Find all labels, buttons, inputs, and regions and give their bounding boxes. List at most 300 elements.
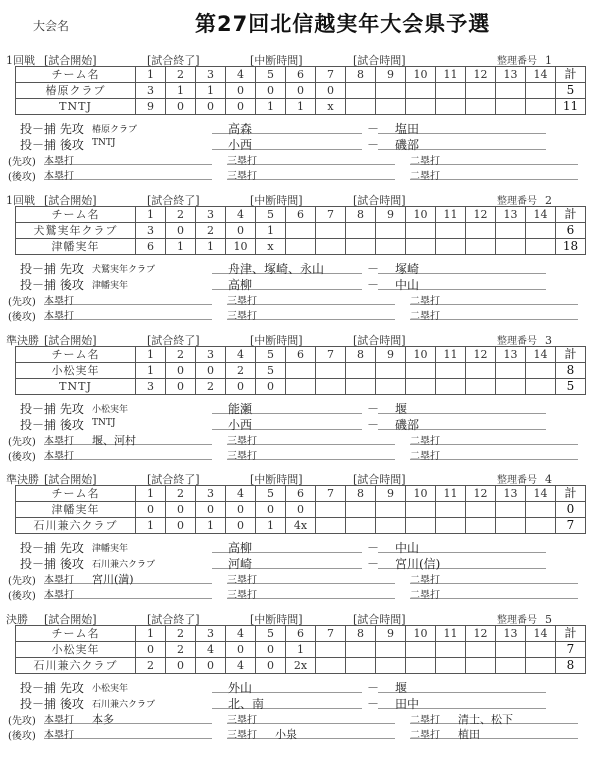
inning-score: 0 bbox=[226, 642, 256, 658]
start-label: [試合開始] bbox=[44, 473, 97, 486]
team-column-header: チーム名 bbox=[16, 207, 136, 223]
hit-type-label: 三塁打 bbox=[227, 575, 257, 586]
hit-type-label: 本塁打 bbox=[44, 311, 74, 322]
inning-score bbox=[406, 658, 436, 674]
inning-score: 1 bbox=[196, 518, 226, 534]
inning-score bbox=[406, 379, 436, 395]
hits-row-top bbox=[0, 292, 600, 306]
battery-row-top bbox=[0, 400, 600, 415]
side-label: (先攻) bbox=[8, 437, 36, 448]
sequence-value: 5 bbox=[545, 613, 552, 626]
inning-score: 0 bbox=[226, 518, 256, 534]
inning-score bbox=[316, 239, 346, 255]
inning-score: 1 bbox=[166, 239, 196, 255]
hits-row-bottom bbox=[0, 586, 600, 600]
inning-score: 0 bbox=[166, 658, 196, 674]
pitcher-field: 小西 bbox=[212, 416, 362, 430]
hit-type-label: 二塁打 bbox=[410, 156, 440, 167]
inning-score: 4 bbox=[196, 642, 226, 658]
home-run-field bbox=[44, 307, 212, 320]
inning-score: 6 bbox=[136, 239, 166, 255]
end-label: [試合終了] bbox=[147, 613, 200, 626]
round-label: 決勝 bbox=[6, 613, 28, 626]
end-label: [試合終了] bbox=[147, 54, 200, 67]
team-column-header: チーム名 bbox=[16, 347, 136, 363]
hit-type-label: 三塁打 bbox=[227, 590, 257, 601]
pitcher-field: 北、南 bbox=[212, 695, 362, 709]
inning-score bbox=[526, 99, 556, 115]
battery-team: 犬鷲実年クラブ bbox=[92, 265, 156, 275]
home-run-field bbox=[44, 571, 212, 584]
scoreboard-header-row bbox=[16, 486, 586, 502]
inning-score bbox=[316, 658, 346, 674]
hit-type-label: 三塁打 bbox=[227, 156, 257, 167]
inning-score: 9 bbox=[136, 99, 166, 115]
battery-label: 投－捕 後攻 bbox=[20, 697, 84, 711]
team-name: 石川兼六クラブ bbox=[16, 658, 136, 674]
pitcher-field: 能瀬 bbox=[212, 400, 362, 414]
inning-score bbox=[346, 518, 376, 534]
inning-header: 2 bbox=[166, 486, 196, 502]
inning-header: 11 bbox=[436, 67, 466, 83]
inning-score bbox=[316, 642, 346, 658]
hit-type-label: 二塁打 bbox=[410, 590, 440, 601]
inning-score bbox=[406, 363, 436, 379]
triple-field bbox=[227, 152, 395, 165]
team-column-header: チーム名 bbox=[16, 67, 136, 83]
double-field bbox=[410, 571, 578, 584]
side-label: (先攻) bbox=[8, 297, 36, 308]
inning-header: 14 bbox=[526, 67, 556, 83]
dash: － bbox=[367, 262, 380, 276]
total-score: 8 bbox=[556, 658, 586, 674]
hit-type-label: 本塁打 bbox=[44, 436, 74, 447]
inning-header: 7 bbox=[316, 626, 346, 642]
battery-row-top bbox=[0, 679, 600, 694]
inning-score bbox=[406, 642, 436, 658]
inning-score bbox=[316, 518, 346, 534]
hit-type-label: 本塁打 bbox=[44, 296, 74, 307]
home-run-field bbox=[44, 432, 212, 445]
inning-header: 12 bbox=[466, 67, 496, 83]
inning-score bbox=[376, 658, 406, 674]
battery-team: 石川兼六クラブ bbox=[92, 560, 156, 570]
inning-score bbox=[436, 502, 466, 518]
inning-score: 0 bbox=[226, 83, 256, 99]
inning-header: 11 bbox=[436, 626, 466, 642]
triple-field bbox=[227, 432, 395, 445]
inning-score bbox=[376, 223, 406, 239]
inning-score: 0 bbox=[166, 518, 196, 534]
inning-score bbox=[436, 99, 466, 115]
inning-header: 12 bbox=[466, 347, 496, 363]
team-name: TNTJ bbox=[16, 379, 136, 395]
battery-row-top bbox=[0, 539, 600, 554]
battery-team: 津幡実年 bbox=[92, 544, 129, 554]
inning-score: 0 bbox=[166, 363, 196, 379]
inning-header: 1 bbox=[136, 67, 166, 83]
inning-score: 1 bbox=[256, 223, 286, 239]
dash: － bbox=[367, 122, 380, 136]
hitter-names: 植田 bbox=[458, 728, 480, 741]
inning-score: 0 bbox=[166, 223, 196, 239]
inning-score: 0 bbox=[136, 642, 166, 658]
suspension-label: [中断時間] bbox=[250, 334, 303, 347]
inning-header: 3 bbox=[196, 626, 226, 642]
inning-header: 5 bbox=[256, 626, 286, 642]
inning-header: 12 bbox=[466, 207, 496, 223]
inning-score bbox=[496, 379, 526, 395]
inning-score: 4 bbox=[226, 658, 256, 674]
inning-header: 9 bbox=[376, 347, 406, 363]
inning-score bbox=[346, 658, 376, 674]
team-name: 椿原クラブ bbox=[16, 83, 136, 99]
hits-row-top bbox=[0, 432, 600, 446]
catcher-field: 宮川(信) bbox=[378, 555, 546, 569]
inning-header: 7 bbox=[316, 486, 346, 502]
inning-header: 4 bbox=[226, 486, 256, 502]
sequence-value: 2 bbox=[545, 194, 552, 207]
hitter-names: 本多 bbox=[92, 713, 114, 726]
home-run-field bbox=[44, 292, 212, 305]
hit-type-label: 三塁打 bbox=[227, 311, 257, 322]
pitcher-field: 小西 bbox=[212, 136, 362, 150]
suspension-label: [中断時間] bbox=[250, 194, 303, 207]
inning-header: 4 bbox=[226, 207, 256, 223]
hit-type-label: 二塁打 bbox=[410, 575, 440, 586]
inning-header: 8 bbox=[346, 486, 376, 502]
suspension-label: [中断時間] bbox=[250, 54, 303, 67]
hit-type-label: 二塁打 bbox=[410, 171, 440, 182]
sequence-label: 整理番号 bbox=[497, 475, 537, 486]
home-run-field bbox=[44, 711, 212, 724]
inning-score bbox=[376, 363, 406, 379]
inning-header: 9 bbox=[376, 626, 406, 642]
inning-score bbox=[316, 379, 346, 395]
triple-field bbox=[227, 292, 395, 305]
catcher-field: 堰 bbox=[378, 400, 546, 414]
catcher-field: 塩田 bbox=[378, 120, 546, 134]
team-name: 犬鷲実年クラブ bbox=[16, 223, 136, 239]
inning-header: 2 bbox=[166, 67, 196, 83]
inning-header: 14 bbox=[526, 626, 556, 642]
inning-score: 1 bbox=[196, 239, 226, 255]
inning-score: 0 bbox=[256, 502, 286, 518]
inning-score: 1 bbox=[136, 363, 166, 379]
inning-score bbox=[496, 642, 526, 658]
inning-header: 9 bbox=[376, 207, 406, 223]
side-label: (後攻) bbox=[8, 312, 36, 323]
total-header: 計 bbox=[556, 347, 586, 363]
inning-score: 2 bbox=[166, 642, 196, 658]
double-field bbox=[410, 292, 578, 305]
hitter-names: 清士、松下 bbox=[458, 713, 513, 726]
inning-score bbox=[526, 502, 556, 518]
team-name: 津幡実年 bbox=[16, 239, 136, 255]
battery-label: 投－捕 先攻 bbox=[20, 402, 84, 416]
home-run-field bbox=[44, 726, 212, 739]
team-name: 小松実年 bbox=[16, 363, 136, 379]
inning-score: 1 bbox=[256, 518, 286, 534]
hits-row-bottom bbox=[0, 726, 600, 740]
inning-score bbox=[526, 223, 556, 239]
inning-score bbox=[496, 239, 526, 255]
sequence-label: 整理番号 bbox=[497, 196, 537, 207]
scoreboard-row-top bbox=[16, 363, 586, 379]
sequence-number bbox=[497, 52, 552, 66]
inning-score bbox=[376, 502, 406, 518]
inning-score bbox=[466, 99, 496, 115]
total-score: 6 bbox=[556, 223, 586, 239]
inning-score bbox=[406, 518, 436, 534]
inning-header: 6 bbox=[286, 486, 316, 502]
battery-row-top bbox=[0, 260, 600, 275]
scoreboard-row-bottom bbox=[16, 658, 586, 674]
scoreboard-table bbox=[15, 625, 586, 674]
duration-label: [試合時間] bbox=[353, 613, 406, 626]
inning-score bbox=[526, 363, 556, 379]
scoreboard-table bbox=[15, 66, 586, 115]
inning-score bbox=[526, 83, 556, 99]
duration-label: [試合時間] bbox=[353, 194, 406, 207]
home-run-field bbox=[44, 167, 212, 180]
inning-score bbox=[466, 379, 496, 395]
hits-row-bottom bbox=[0, 167, 600, 181]
hit-type-label: 二塁打 bbox=[410, 730, 440, 741]
triple-field bbox=[227, 711, 395, 724]
hit-type-label: 三塁打 bbox=[227, 730, 257, 741]
hit-type-label: 二塁打 bbox=[410, 715, 440, 726]
hit-type-label: 本塁打 bbox=[44, 171, 74, 182]
inning-score bbox=[526, 658, 556, 674]
inning-score: 3 bbox=[136, 223, 166, 239]
hits-row-top bbox=[0, 571, 600, 585]
duration-label: [試合時間] bbox=[353, 54, 406, 67]
sequence-label: 整理番号 bbox=[497, 336, 537, 347]
inning-score bbox=[286, 363, 316, 379]
inning-header: 5 bbox=[256, 67, 286, 83]
team-name: 津幡実年 bbox=[16, 502, 136, 518]
inning-score bbox=[526, 642, 556, 658]
start-label: [試合開始] bbox=[44, 613, 97, 626]
inning-score bbox=[466, 502, 496, 518]
catcher-field: 磯部 bbox=[378, 416, 546, 430]
inning-score: 0 bbox=[226, 99, 256, 115]
inning-score: 0 bbox=[286, 502, 316, 518]
inning-header: 10 bbox=[406, 67, 436, 83]
inning-header: 11 bbox=[436, 207, 466, 223]
inning-score bbox=[376, 83, 406, 99]
inning-header: 6 bbox=[286, 347, 316, 363]
game-block bbox=[0, 192, 600, 327]
inning-score: 0 bbox=[196, 363, 226, 379]
inning-score: 0 bbox=[166, 99, 196, 115]
inning-score: 0 bbox=[166, 502, 196, 518]
inning-header: 6 bbox=[286, 626, 316, 642]
inning-header: 2 bbox=[166, 626, 196, 642]
scoreboard-row-top bbox=[16, 642, 586, 658]
battery-team: 石川兼六クラブ bbox=[92, 700, 156, 710]
side-label: (後攻) bbox=[8, 731, 36, 742]
inning-score: x bbox=[316, 99, 346, 115]
inning-score bbox=[436, 223, 466, 239]
inning-score: 0 bbox=[136, 502, 166, 518]
side-label: (後攻) bbox=[8, 172, 36, 183]
total-score: 7 bbox=[556, 518, 586, 534]
inning-score: x bbox=[256, 239, 286, 255]
hit-type-label: 三塁打 bbox=[227, 451, 257, 462]
team-name: TNTJ bbox=[16, 99, 136, 115]
dash: － bbox=[367, 278, 380, 292]
inning-score bbox=[346, 363, 376, 379]
hit-type-label: 本塁打 bbox=[44, 156, 74, 167]
total-score: 11 bbox=[556, 99, 586, 115]
inning-score bbox=[496, 223, 526, 239]
dash: － bbox=[367, 402, 380, 416]
hit-type-label: 三塁打 bbox=[227, 436, 257, 447]
inning-score: 0 bbox=[256, 379, 286, 395]
battery-row-bottom bbox=[0, 555, 600, 570]
double-field bbox=[410, 711, 578, 724]
end-label: [試合終了] bbox=[147, 473, 200, 486]
inning-score bbox=[436, 379, 466, 395]
hits-row-top bbox=[0, 152, 600, 166]
inning-score: 1 bbox=[196, 83, 226, 99]
hit-type-label: 二塁打 bbox=[410, 296, 440, 307]
catcher-field: 塚崎 bbox=[378, 260, 546, 274]
inning-score bbox=[526, 518, 556, 534]
total-header: 計 bbox=[556, 626, 586, 642]
page-title: 第27回北信越実年大会県予選 bbox=[195, 12, 491, 36]
dash: － bbox=[367, 418, 380, 432]
inning-score bbox=[436, 642, 466, 658]
inning-score bbox=[376, 518, 406, 534]
hit-type-label: 本塁打 bbox=[44, 730, 74, 741]
battery-team: 椿原クラブ bbox=[92, 125, 138, 135]
battery-team: TNTJ bbox=[92, 418, 116, 428]
inning-score bbox=[376, 239, 406, 255]
home-run-field bbox=[44, 447, 212, 460]
inning-score bbox=[316, 502, 346, 518]
sequence-number bbox=[497, 611, 552, 625]
game-block bbox=[0, 611, 600, 746]
inning-header: 13 bbox=[496, 486, 526, 502]
inning-score bbox=[496, 363, 526, 379]
inning-score bbox=[316, 363, 346, 379]
scoreboard-row-bottom bbox=[16, 379, 586, 395]
triple-field bbox=[227, 167, 395, 180]
inning-score: 0 bbox=[316, 83, 346, 99]
inning-score: 0 bbox=[226, 502, 256, 518]
inning-score bbox=[406, 223, 436, 239]
inning-score: 1 bbox=[166, 83, 196, 99]
pitcher-field: 高柳 bbox=[212, 539, 362, 553]
inning-score bbox=[526, 239, 556, 255]
inning-score bbox=[436, 658, 466, 674]
catcher-field: 磯部 bbox=[378, 136, 546, 150]
inning-header: 14 bbox=[526, 207, 556, 223]
inning-header: 4 bbox=[226, 67, 256, 83]
inning-score bbox=[466, 83, 496, 99]
inning-score bbox=[376, 642, 406, 658]
hit-type-label: 本塁打 bbox=[44, 715, 74, 726]
inning-header: 2 bbox=[166, 347, 196, 363]
inning-score bbox=[406, 502, 436, 518]
scoreboard-row-top bbox=[16, 502, 586, 518]
inning-header: 5 bbox=[256, 347, 286, 363]
battery-row-bottom bbox=[0, 416, 600, 431]
scoreboard-header-row bbox=[16, 626, 586, 642]
inning-score bbox=[286, 223, 316, 239]
inning-score: 0 bbox=[226, 379, 256, 395]
scoreboard-header-row bbox=[16, 347, 586, 363]
dash: － bbox=[367, 541, 380, 555]
inning-header: 4 bbox=[226, 347, 256, 363]
triple-field bbox=[227, 726, 395, 739]
inning-header: 3 bbox=[196, 67, 226, 83]
battery-label: 投－捕 後攻 bbox=[20, 138, 84, 152]
pitcher-field: 河崎 bbox=[212, 555, 362, 569]
total-score: 5 bbox=[556, 379, 586, 395]
pitcher-field: 外山 bbox=[212, 679, 362, 693]
battery-label: 投－捕 先攻 bbox=[20, 541, 84, 555]
sequence-label: 整理番号 bbox=[497, 56, 537, 67]
scoreboard-header-row bbox=[16, 207, 586, 223]
side-label: (先攻) bbox=[8, 576, 36, 587]
scoreboard-table bbox=[15, 206, 586, 255]
inning-score bbox=[466, 642, 496, 658]
suspension-label: [中断時間] bbox=[250, 473, 303, 486]
inning-score: 1 bbox=[286, 99, 316, 115]
battery-label: 投－捕 先攻 bbox=[20, 681, 84, 695]
inning-score: 0 bbox=[196, 502, 226, 518]
double-field bbox=[410, 432, 578, 445]
end-label: [試合終了] bbox=[147, 194, 200, 207]
pitcher-field: 舟津、塚崎、永山 bbox=[212, 260, 362, 274]
end-label: [試合終了] bbox=[147, 334, 200, 347]
hitter-names: 宮川(満) bbox=[92, 573, 134, 586]
home-run-field bbox=[44, 586, 212, 599]
side-label: (先攻) bbox=[8, 716, 36, 727]
inning-score bbox=[346, 223, 376, 239]
inning-header: 7 bbox=[316, 67, 346, 83]
inning-score bbox=[526, 379, 556, 395]
inning-score bbox=[346, 83, 376, 99]
inning-score bbox=[436, 83, 466, 99]
inning-header: 1 bbox=[136, 486, 166, 502]
inning-header: 2 bbox=[166, 207, 196, 223]
inning-score bbox=[466, 363, 496, 379]
total-header: 計 bbox=[556, 486, 586, 502]
double-field bbox=[410, 447, 578, 460]
inning-score: 0 bbox=[226, 223, 256, 239]
inning-score: 2 bbox=[226, 363, 256, 379]
start-label: [試合開始] bbox=[44, 194, 97, 207]
inning-score bbox=[346, 239, 376, 255]
hit-type-label: 二塁打 bbox=[410, 451, 440, 462]
inning-score bbox=[436, 239, 466, 255]
inning-header: 13 bbox=[496, 626, 526, 642]
inning-header: 12 bbox=[466, 626, 496, 642]
battery-label: 投－捕 後攻 bbox=[20, 418, 84, 432]
inning-score bbox=[376, 99, 406, 115]
scoreboard-row-top bbox=[16, 223, 586, 239]
inning-score bbox=[406, 239, 436, 255]
sequence-label: 整理番号 bbox=[497, 615, 537, 626]
inning-header: 3 bbox=[196, 347, 226, 363]
duration-label: [試合時間] bbox=[353, 473, 406, 486]
inning-header: 13 bbox=[496, 207, 526, 223]
